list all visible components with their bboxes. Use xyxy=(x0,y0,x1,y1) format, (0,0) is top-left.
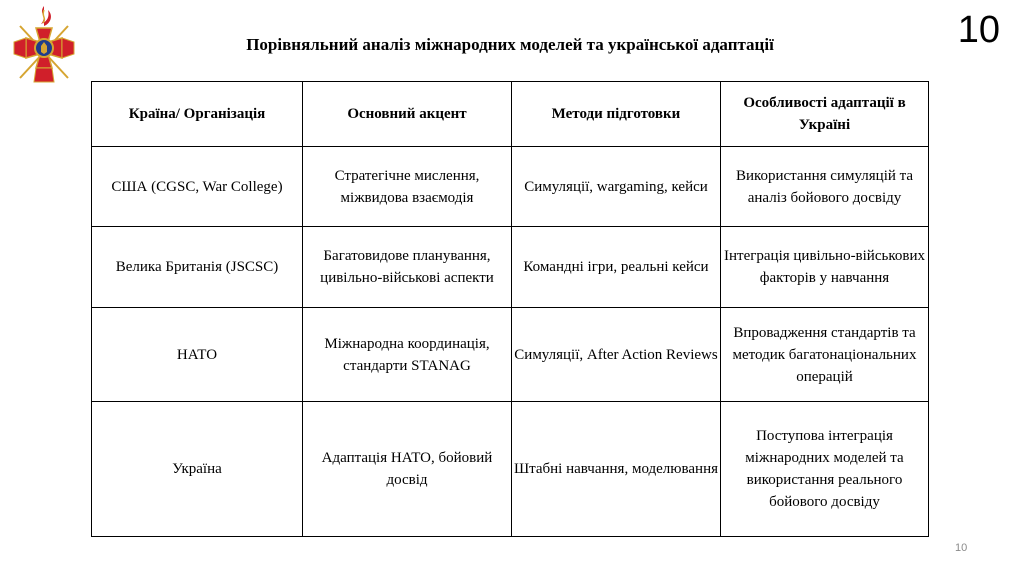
cell-adaptation: Поступова інтеграція міжнародних моделей та використання реального бойового досвіду xyxy=(721,402,929,537)
cell-country: Україна xyxy=(92,402,303,537)
cell-methods: Командні ігри, реальні кейси xyxy=(512,227,721,308)
cell-focus: Адаптація НАТО, бойовий досвід xyxy=(303,402,512,537)
cell-country: Велика Британія (JSCSC) xyxy=(92,227,303,308)
cell-country: НАТО xyxy=(92,308,303,402)
cell-methods: Симуляції, wargaming, кейси xyxy=(512,147,721,227)
cell-adaptation: Використання симуляцій та аналіз бойового досвіду xyxy=(721,147,929,227)
cell-adaptation: Інтеграція цивільно-військових факторів у навчання xyxy=(721,227,929,308)
cell-methods: Штабні навчання, моделювання xyxy=(512,402,721,537)
table-row xyxy=(92,308,929,402)
table-row xyxy=(92,147,929,227)
comparison-table xyxy=(91,81,929,537)
red-cross-emblem-icon xyxy=(10,4,78,86)
header-adaptation: Особливості адаптації в Україні xyxy=(721,82,929,147)
cell-focus: Стратегічне мислення, міжвидова взаємодія xyxy=(303,147,512,227)
table-row xyxy=(92,227,929,308)
footer-page-number: 10 xyxy=(955,542,968,554)
cell-adaptation: Впровадження стандартів та методик багатонаціональних операцій xyxy=(721,308,929,402)
header-country: Країна/ Організація xyxy=(92,82,303,147)
page-title: Порівняльний аналіз міжнародних моделей та української адаптації xyxy=(246,35,774,54)
table-row xyxy=(92,402,929,537)
table-header-row xyxy=(92,82,929,147)
header-methods: Методи підготовки xyxy=(512,82,721,147)
cell-country: США (CGSC, War College) xyxy=(92,147,303,227)
page-number: 10 xyxy=(957,9,1000,51)
cell-focus: Міжнародна координація, стандарти STANAG xyxy=(303,308,512,402)
cell-methods: Симуляції, After Action Reviews xyxy=(512,308,721,402)
cell-focus: Багатовидове планування, цивільно-військові аспекти xyxy=(303,227,512,308)
header-focus: Основний акцент xyxy=(303,82,512,147)
